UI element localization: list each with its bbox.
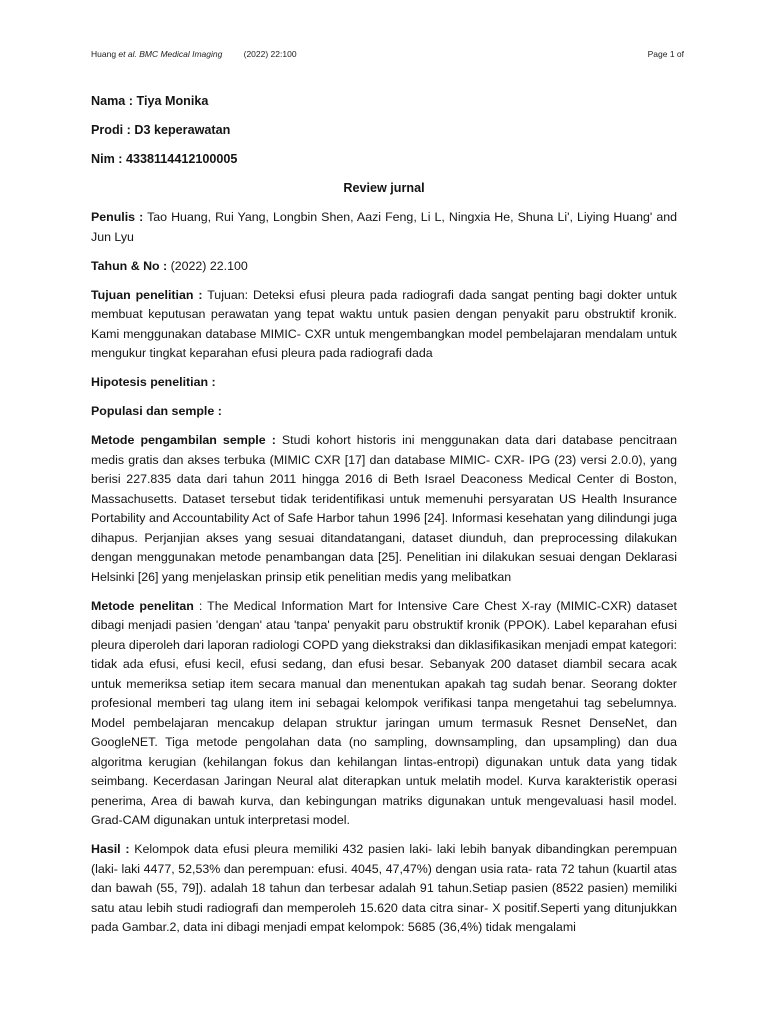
section-text: : The Medical Information Mart for Intensive Care Chest X-ray (MIMIC-CXR) dataset dibagi menjadi pasien 'dengan' atau 'tanpa' penyakit paru obstruktif kronik (PPOK). Label keparahan efusi pleura diperoleh dari laporan radiologi COPD yang diekstraksi dan diklasifikasikan menjadi empat kategori: tidak ada efusi, efusi kecil, efusi sedang, dan efusi besar. Sebanyak 200 dataset diambil secara acak untuk memeriksa setiap item secara manual dan menentukan apakah tag sudah benar. Seorang dokter profesional memberi tag ulang item ini sebagai kelompok verifikasi tanpa mengetahui tag sebelumnya. Model pembelajaran mencakup delapan struktur jaringan umum termasuk Resnet DenseNet, dan GoogleNET. Tiga metode pengolahan data (no sampling, downsampling, dan upsampling) dan dua algoritma kerugian (kehilangan fokus dan kehilangan lintas-entropi) digunakan untuk data yang tidak seimbang. Kecerdasan Jaringan Neural alat diterapkan untuk melatih model. Kurva karakteristik operasi penerima, Area di bawah kurva, dan kebingungan matriks digunakan untuk mengevaluasi hasil model. Grad-CAM digunakan untuk interpretasi model. [91, 598, 677, 827]
section-text: (2022) 22.100 [167, 258, 248, 273]
section-text: Studi kohort historis ini menggunakan data dari database pencitraan medis gratis dan akses terbuka (MIMIC CXR [17] dan database MIMIC- CXR- IPG (23) versi 2.0.0), yang berisi 227.835 data dari tahun 2011 hingga 2016 di Beth Israel Deaconess Medical Center di Boston, Massachusetts. Dataset tersebut tidak teridentifikasi untuk memenuhi persyaratan US Health Insurance Portability and Accountability Act of Safe Harbor tahun 1996 [24]. Informasi kesehatan yang dilindungi juga dihapus. Perjanjian akses yang sesuai ditandatangani, dataset diunduh, dan preprocessing dilakukan dengan menggunakan metode penambangan data [25]. Penelitian ini dilakukan sesuai dengan Deklarasi Helsinki [26] yang menjelaskan prinsip etik penelitian medis yang melibatkan [91, 433, 677, 584]
section-text: Tujuan: Deteksi efusi pleura pada radiografi dada sangat penting bagi dokter untuk membuat keputusan perawatan yang tepat waktu untuk pasien dengan penyakit paru obstruktif kronik. Kami menggunakan database MIMIC- CXR untuk mengembangkan model pembelajaran mendalam untuk mengukur tingkat keparahan efusi pleura pada radiografi dada [91, 287, 677, 360]
section-label: Metode penelitan [91, 598, 194, 613]
section-tahun [91, 257, 677, 277]
section-label: Hipotesis penelitian : [91, 375, 216, 389]
section-metode-pengambilan [91, 431, 677, 587]
section-text: Tao Huang, Rui Yang, Longbin Shen, Aazi Feng, Li L, Ningxia He, Shuna Li', Liying Huang' and Jun Lyu [91, 210, 677, 244]
header-journal: et al. BMC Medical Imaging [118, 49, 223, 59]
section-text: Kelompok data efusi pleura memiliki 432 pasien laki- laki lebih banyak dibandingkan perempuan (laki- laki 4477, 52,53% dan perempuan: efusi. 4045, 47,47%) dengan usia rata- rata 72 tahun (kuartil atas dan bawah (55, 79]). adalah 18 tahun dan terbesar adalah 91 tahun.Setiap pasien (8522 pasien) memiliki satu atau lebih studi radiografi dan memperoleh 15.620 data citra sinar- X positif.Seperti yang ditunjukkan pada Gambar.2, data ini dibagi menjadi empat kelompok: 5685 (36,4%) tidak mengalami [91, 842, 678, 934]
section-penulis [91, 208, 677, 247]
header-author: Huang [91, 49, 119, 59]
student-nim: Nim : 4338114412100005 [91, 152, 238, 166]
section-populasi [91, 402, 677, 422]
header-volume: (2022) 22:100 [243, 49, 297, 59]
section-label: Hasil : [91, 842, 130, 856]
section-label: Tujuan penelitian : [91, 287, 203, 302]
section-label: Tahun & No : [91, 258, 168, 273]
document-body [91, 92, 677, 947]
section-label: Populasi dan semple : [91, 404, 222, 418]
section-label: Metode pengambilan semple : [91, 433, 276, 447]
section-tujuan [91, 286, 677, 364]
section-label: Penulis : [91, 210, 144, 224]
student-prodi: Prodi : D3 keperawatan [91, 123, 231, 137]
document-title: Review jurnal [343, 181, 425, 195]
section-hasil [91, 840, 677, 938]
running-header [91, 47, 684, 61]
header-page-number: Page 1 of [647, 49, 684, 59]
header-citation [91, 47, 297, 61]
student-name: Nama : Tiya Monika [91, 94, 209, 108]
section-hipotesis [91, 373, 677, 393]
section-metode-penelitian [91, 597, 677, 831]
